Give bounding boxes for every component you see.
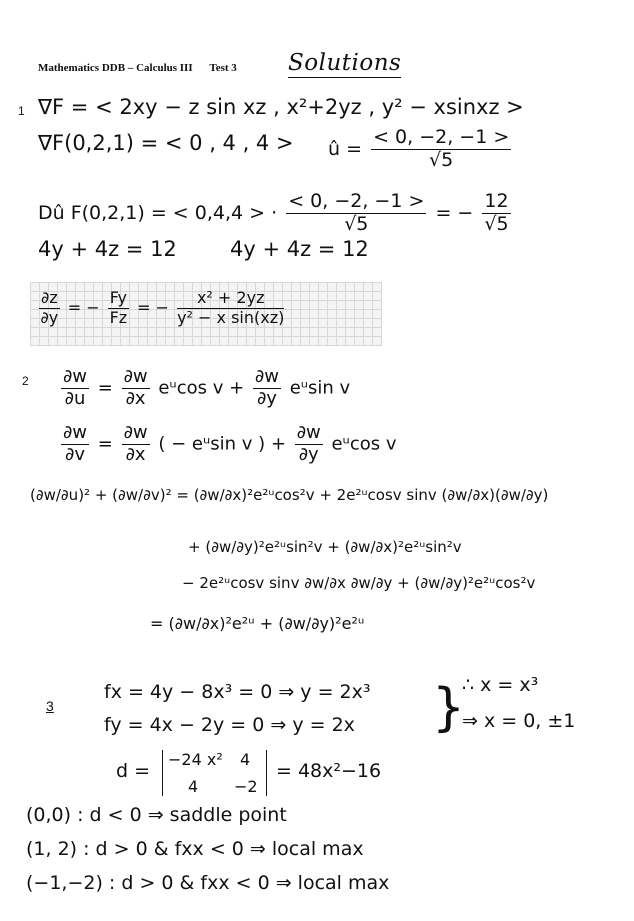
- page-header: [38, 62, 237, 74]
- case-negative: (−1,−2) : d > 0 & fxx < 0 ⇒ local max: [26, 872, 390, 894]
- fy-numerator: Fy: [109, 288, 127, 307]
- chain-u-equals: =: [97, 377, 113, 399]
- course-title: Mathematics DDB – Calculus III: [38, 62, 193, 74]
- dw-dy-numerator-1: ∂w: [254, 366, 279, 387]
- implicit-result-fraction: [177, 290, 284, 327]
- chain-v-equals: =: [97, 433, 113, 455]
- problem-1-number: 1: [18, 104, 25, 118]
- discriminant-lhs: d =: [116, 760, 151, 782]
- gradient-at-point: ∇F(0,2,1) = < 0 , 4 , 4 >: [38, 131, 294, 155]
- dw-dx-numerator-1: ∂w: [123, 366, 148, 387]
- case-positive: (1, 2) : d > 0 & fxx < 0 ⇒ local max: [26, 838, 364, 860]
- implicit-result-denominator: y² − x sin(xz): [177, 307, 285, 327]
- matrix-entry-11: −24 x²: [168, 750, 223, 769]
- dw-dy-denominator-1: ∂y: [256, 387, 277, 409]
- dw-du-fraction: [61, 368, 89, 409]
- dz-numerator: ∂z: [41, 288, 58, 307]
- fy-fz-fraction: [108, 290, 129, 327]
- fz-denominator: Fz: [109, 307, 128, 327]
- discriminant-rhs: = 48x²−16: [276, 760, 382, 782]
- dy-denominator: ∂y: [40, 307, 59, 327]
- case-origin: (0,0) : d < 0 ⇒ saddle point: [26, 804, 287, 826]
- dw-dv-numerator: ∂w: [63, 422, 88, 443]
- unit-vector-denominator: √5: [429, 148, 454, 171]
- dw-dx-fraction-2: [122, 424, 150, 465]
- dw-dx-numerator-2: ∂w: [123, 422, 148, 443]
- solutions-title: Solutions: [288, 50, 402, 76]
- sum-of-squares-result: = (∂w/∂x)²e²ᵘ + (∂w/∂y)²e²ᵘ: [150, 614, 365, 633]
- dw-dx-denominator-2: ∂x: [125, 443, 146, 465]
- unit-vector-fraction: [371, 128, 511, 171]
- directional-derivative: [38, 192, 514, 235]
- unit-vector-numerator: < 0, −2, −1 >: [373, 126, 510, 148]
- dw-dy-numerator-2: ∂w: [296, 422, 321, 443]
- dw-dy-denominator-2: ∂y: [298, 443, 319, 465]
- det-left-bar: [162, 750, 163, 796]
- critical-x-values: ⇒ x = 0, ±1: [462, 710, 576, 732]
- dw-dx-fraction-1: [122, 368, 150, 409]
- chain-rule-u: [58, 368, 350, 409]
- test-label: Test 3: [209, 62, 237, 74]
- fx-equation: fx = 4y − 8x³ = 0 ⇒ y = 2x³: [104, 681, 371, 703]
- implicit-result-numerator: x² + 2yz: [177, 290, 284, 309]
- dir-deriv-numerator: < 0, −2, −1 >: [288, 190, 425, 212]
- sum-of-squares-line-1: (∂w/∂u)² + (∂w/∂v)² = (∂w/∂x)²e²ᵘcos²v + 2e²ᵘcosv sinv (∂w/∂x)(∂w/∂y): [30, 486, 549, 504]
- chain-u-term-1: eᵘcos v +: [158, 377, 245, 399]
- matrix-entry-22: −2: [234, 777, 258, 796]
- unit-vector-lhs: û =: [328, 137, 363, 160]
- therefore-line: ∴ x = x³: [462, 674, 539, 696]
- dz-dy-fraction: [39, 290, 60, 327]
- sum-of-squares-line-3: − 2e²ᵘcosv sinv ∂w/∂x ∂w/∂y + (∂w/∂y)²e²ᵘcos²v: [182, 574, 536, 592]
- implicit-derivative: [36, 290, 287, 327]
- implicit-equals-2: = −: [137, 297, 169, 317]
- tangent-plane-b: 4y + 4z = 12: [230, 237, 369, 261]
- fy-equation: fy = 4x − 2y = 0 ⇒ y = 2x: [104, 714, 355, 736]
- unit-vector: [328, 128, 514, 171]
- dir-deriv-equals: = −: [435, 201, 474, 224]
- dir-deriv-denominator: √5: [344, 212, 369, 235]
- dir-deriv-fraction: [286, 192, 426, 235]
- problem-3-number: 3: [46, 698, 54, 714]
- chain-v-term-1: ( − eᵘsin v ) +: [158, 433, 286, 455]
- dir-deriv-result-numerator: 12: [484, 190, 509, 212]
- dw-dy-fraction-1: [253, 368, 281, 409]
- implicit-equals-1: = −: [67, 297, 100, 317]
- matrix-entry-21: 4: [188, 777, 199, 796]
- dir-deriv-result-denominator: √5: [484, 212, 509, 235]
- dir-deriv-result: [482, 192, 510, 235]
- dw-dv-fraction: [61, 424, 89, 465]
- chain-u-term-2: eᵘsin v: [289, 377, 351, 399]
- sum-of-squares-line-2: + (∂w/∂y)²e²ᵘsin²v + (∂w/∂x)²e²ᵘsin²v: [188, 538, 462, 556]
- chain-v-term-2: eᵘcos v: [331, 433, 397, 455]
- dw-dx-denominator-1: ∂x: [125, 387, 146, 409]
- dw-du-numerator: ∂w: [63, 366, 88, 387]
- problem-2-number: 2: [22, 374, 29, 388]
- gradient-expression: ∇F = < 2xy − z sin xz , x²+2yz , y² − xsinxz >: [38, 95, 524, 119]
- dw-dy-fraction-2: [295, 424, 323, 465]
- dw-du-denominator: ∂u: [64, 387, 86, 409]
- det-right-bar: [266, 750, 267, 796]
- chain-rule-v: [58, 424, 397, 465]
- matrix-entry-12: 4: [240, 750, 251, 769]
- tangent-plane-a: 4y + 4z = 12: [38, 237, 177, 261]
- dir-deriv-lhs: Dû F(0,2,1) = < 0,4,4 > ·: [38, 201, 278, 224]
- system-brace: }: [432, 678, 466, 738]
- dw-dv-denominator: ∂v: [65, 443, 85, 465]
